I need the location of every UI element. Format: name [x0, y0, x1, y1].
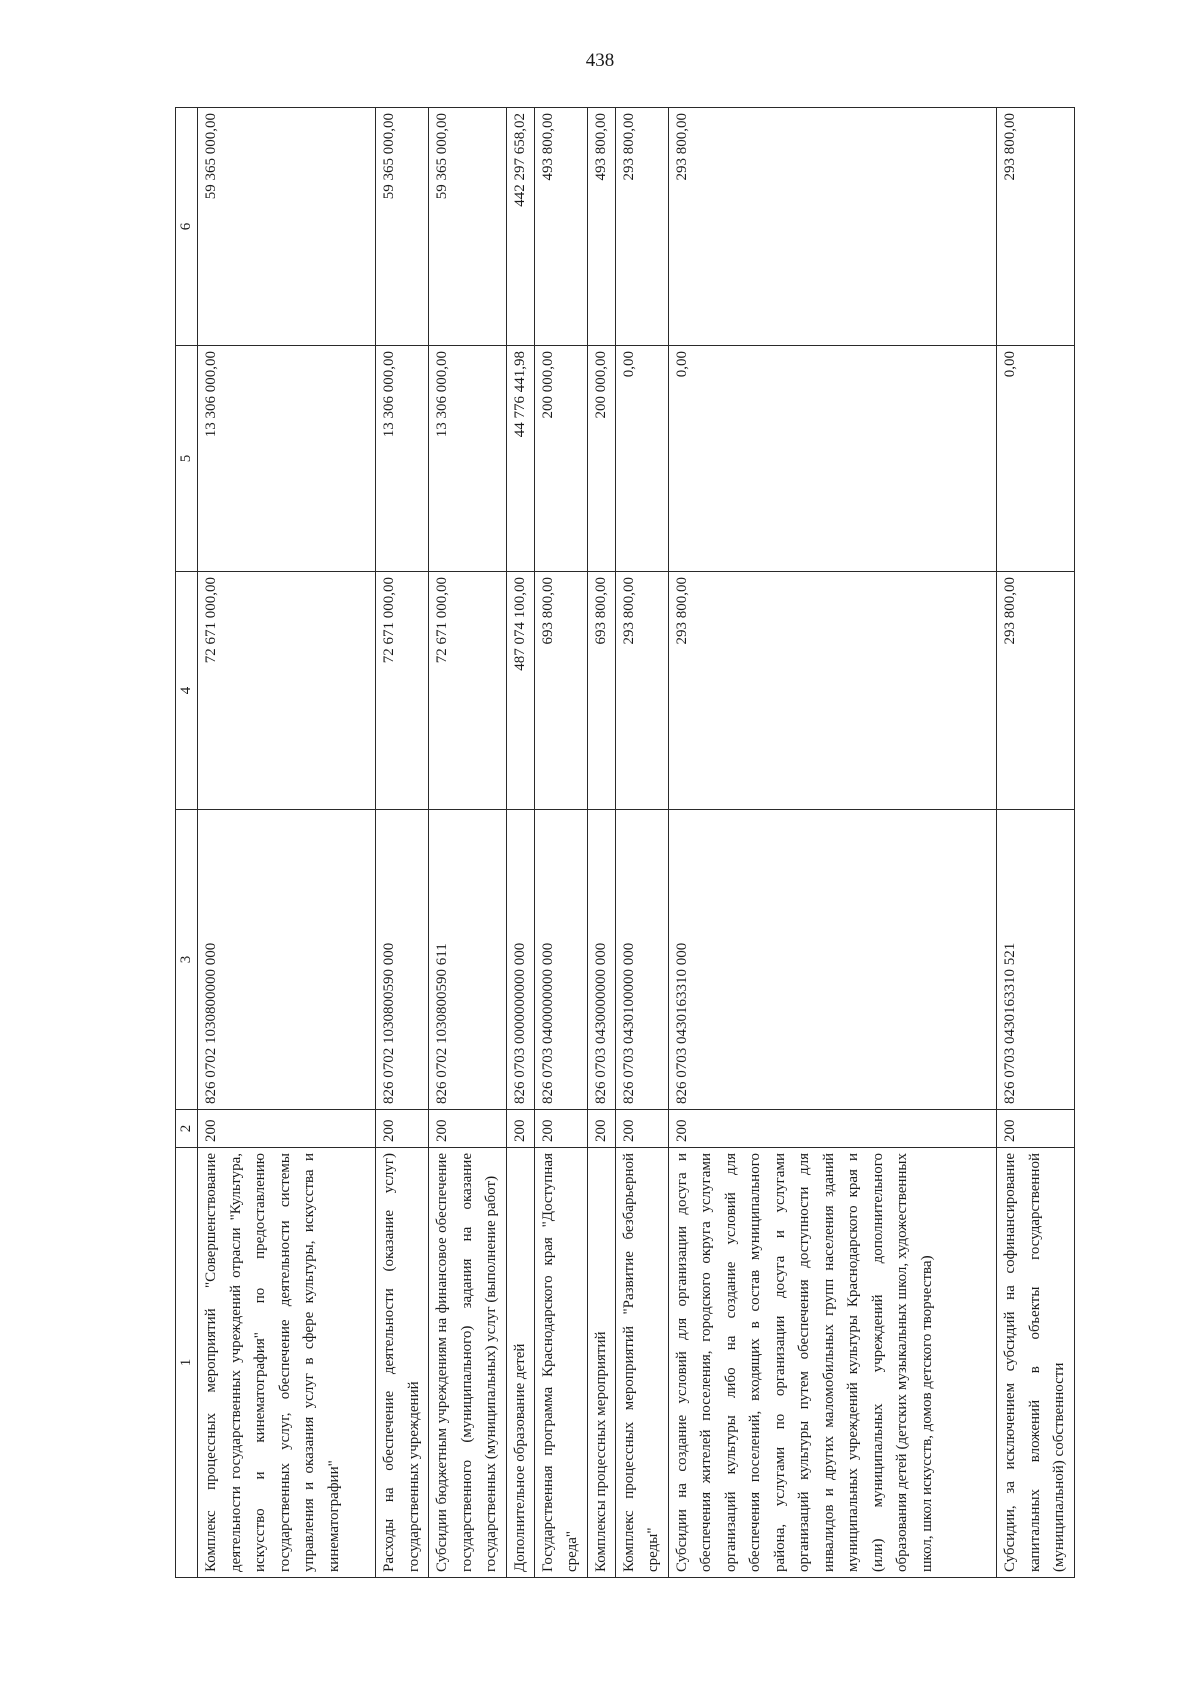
row-code: 200: [997, 1110, 1075, 1148]
table-row: [429, 108, 507, 1578]
table-row: [507, 108, 535, 1578]
header-cell-3: 3: [176, 810, 198, 1110]
row-code: 200: [587, 1110, 615, 1148]
row-amount-col5: 0,00: [668, 346, 996, 572]
row-amount-col4: 72 671 000,00: [198, 572, 376, 810]
table-row: [534, 108, 587, 1578]
row-classification: 826 0702 1030800590 000: [376, 810, 429, 1110]
row-code: 200: [376, 1110, 429, 1148]
table-row: [997, 108, 1075, 1578]
row-amount-col5: 200 000,00: [534, 346, 587, 572]
rotated-table-wrapper: [175, 108, 1075, 1578]
row-code: 200: [429, 1110, 507, 1148]
row-amount-col5: 44 776 441,98: [507, 346, 535, 572]
row-amount-col6: 293 800,00: [668, 108, 996, 346]
row-amount-col4: 293 800,00: [615, 572, 668, 810]
row-amount-col6: 493 800,00: [587, 108, 615, 346]
row-amount-col6: 293 800,00: [615, 108, 668, 346]
row-classification: 826 0703 0430163310 521: [997, 810, 1075, 1110]
row-classification: 826 0702 1030800590 611: [429, 810, 507, 1110]
row-classification: 826 0703 0430163310 000: [668, 810, 996, 1110]
row-amount-col5: 13 306 000,00: [429, 346, 507, 572]
header-cell-2: 2: [176, 1110, 198, 1148]
row-name: Дополнительное образование детей: [507, 1148, 535, 1578]
header-cell-5: 5: [176, 346, 198, 572]
row-amount-col4: 693 800,00: [587, 572, 615, 810]
row-amount-col6: 59 365 000,00: [429, 108, 507, 346]
row-amount-col4: 693 800,00: [534, 572, 587, 810]
row-amount-col5: 0,00: [615, 346, 668, 572]
row-classification: 826 0703 0400000000 000: [534, 810, 587, 1110]
row-code: 200: [198, 1110, 376, 1148]
row-amount-col6: 493 800,00: [534, 108, 587, 346]
row-amount-col4: 293 800,00: [997, 572, 1075, 810]
row-classification: 826 0702 1030800000 000: [198, 810, 376, 1110]
header-cell-4: 4: [176, 572, 198, 810]
row-amount-col6: 59 365 000,00: [198, 108, 376, 346]
row-code: 200: [507, 1110, 535, 1148]
row-name: Комплекс процессных мероприятий "Совершенствование деятельности государственных учреждений отрасли "Культура, искусство и кинематография" по предоставлению государственных услуг, обеспечение деятельности системы управления и оказания услуг в сфере культуры, искусства и кинематографии": [198, 1148, 376, 1578]
row-amount-col4: 293 800,00: [668, 572, 996, 810]
budget-table: [175, 107, 1075, 1578]
row-amount-col6: 293 800,00: [997, 108, 1075, 346]
row-classification: 826 0703 0430100000 000: [615, 810, 668, 1110]
row-amount-col6: 59 365 000,00: [376, 108, 429, 346]
page-number: 438: [585, 50, 615, 71]
row-classification: 826 0703 0430000000 000: [587, 810, 615, 1110]
row-amount-col4: 72 671 000,00: [376, 572, 429, 810]
row-name: Комплексы процессных мероприятий: [587, 1148, 615, 1578]
header-cell-1: 1: [176, 1148, 198, 1578]
row-name: Государственная программа Краснодарского края "Доступная среда": [534, 1148, 587, 1578]
table-row: [587, 108, 615, 1578]
row-name: Субсидии, за исключением субсидий на софинансирование капитальных вложений в объекты государственной (муниципальной) собственности: [997, 1148, 1075, 1578]
row-amount-col5: 0,00: [997, 346, 1075, 572]
row-name: Расходы на обеспечение деятельности (оказание услуг) государственных учреждений: [376, 1148, 429, 1578]
row-name: Субсидии на создание условий для организации досуга и обеспечения жителей поселения, городского округа услугами организаций культуры либо на создание условий для обеспечения поселений, входящих в состав муниципального района, услугами по организации досуга и услугами организаций культуры путем обеспечения доступности для инвалидов и других маломобильных групп населения зданий муниципальных учреждений культуры Краснодарского края и (или) муниципальных учреждений дополнительного образования детей (детских музыкальных школ, художественных школ, школ искусств, домов детского творчества): [668, 1148, 996, 1578]
row-amount-col6: 442 297 658,02: [507, 108, 535, 346]
table-row: [376, 108, 429, 1578]
row-amount-col4: 487 074 100,00: [507, 572, 535, 810]
table-body: [176, 108, 1075, 1578]
row-amount-col5: 13 306 000,00: [198, 346, 376, 572]
row-amount-col5: 200 000,00: [587, 346, 615, 572]
table-row: [198, 108, 376, 1578]
table-row: [668, 108, 996, 1578]
row-code: 200: [534, 1110, 587, 1148]
header-cell-6: 6: [176, 108, 198, 346]
row-classification: 826 0703 0000000000 000: [507, 810, 535, 1110]
row-name: Субсидии бюджетным учреждениям на финансовое обеспечение государственного (муниципального) задания на оказание государственных (муниципальных) услуг (выполнение работ): [429, 1148, 507, 1578]
row-code: 200: [615, 1110, 668, 1148]
row-amount-col4: 72 671 000,00: [429, 572, 507, 810]
row-code: 200: [668, 1110, 996, 1148]
row-amount-col5: 13 306 000,00: [376, 346, 429, 572]
table-row: [615, 108, 668, 1578]
row-name: Комплекс процессных мероприятий "Развитие безбарьерной среды": [615, 1148, 668, 1578]
header-row: [176, 108, 198, 1578]
